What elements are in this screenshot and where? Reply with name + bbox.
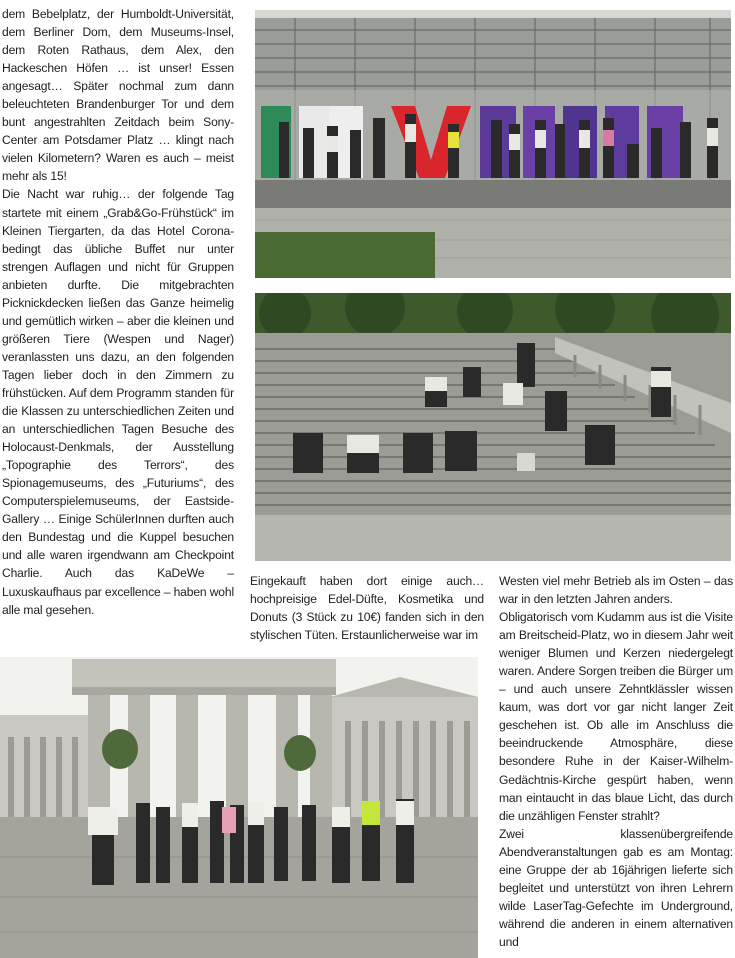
- paragraph: Eingekauft haben dort einige auch… hochpreisige Edel-Düfte, Kosmetika und Donuts (3 Stück zu 10€) fanden sich in den stylischen Tüten. Erstaunlicherweise war im: [250, 574, 484, 643]
- article-column-right: [499, 572, 733, 951]
- article-column-left: [2, 5, 234, 619]
- photo-group-on-stairs: [255, 293, 731, 561]
- photo-group-at-brandenburg-gate: [0, 657, 478, 958]
- photo-group-at-letter-sign: [255, 10, 731, 278]
- paragraph: Zwei klassenübergreifende Abendveranstaltungen gab es am Montag: eine Gruppe der ab 16jährigen lieferte sich begleitet und unterstützt von ihren Lehrern wilde LaserTag-Gefechte im Underground, während die anderen in einem alternativen und: [499, 826, 733, 949]
- paragraph: Obligatorisch vom Kudamm aus ist die Visite am Breitscheid-Platz, wo in diesem Jahr weit weniger Blumen und Kerzen niedergelegt waren. Andere Sorgen treiben die Bürger um – und auch unsere Zehntklässler wissen kaum, was dort vor gar nicht langer Zeit geschehen ist. Ob alle im Anschluss die beeindruckende Atmosphäre, diese besondere Ruhe in der Kaiser-Wilhelm-Gedächtnis-Kirche gespürt haben, wenn man eintaucht in das blaue Licht, das durch die unzähligen Fenster strahlt?: [499, 610, 733, 823]
- article-column-middle: [250, 572, 484, 644]
- paragraph: dem Bebelplatz, der Humboldt-Universität, dem Berliner Dom, dem Museums-Insel, dem Roten Rathaus, dem Alex, den Hackeschen Höfen … ist unser! Essen angesagt… Später nochmal zum dann beleuchteten Brandenburger Tor und dem bunt angestrahlten Zeitdach beim Sony-Center am Potsdamer Platz … klingt nach vielen Kilometern? Waren es auch – meist mehr als 15!: [2, 7, 234, 184]
- paragraph: Westen viel mehr Betrieb als im Osten – das war in den letzten Jahren anders.: [499, 574, 733, 607]
- paragraph: Die Nacht war ruhig… der folgende Tag startete mit einem „Grab&Go-Frühstück“ im Kleinen Tiergarten, da das Hotel Corona-bedingt das übliche Buffet nur unter strengen Auflagen und nicht für Gruppen anbieten durfte. Die mitgebrachten Picknickdecken ließen das Ganze heimelig und gemütlich wirken – aber die kleinen und größeren Tiere (Wespen und Nager) veranlassten uns dazu, an den folgenden Tagen lieber doch in den Zimmern zu frühstücken. Auf dem Programm standen für die Klassen zu unterschiedlichen Zeiten und an unterschiedlichen Tagen Besuche des Holocaust-Denkmals, der Ausstellung „Topographie des Terrors“, des Spionagemuseums, des „Futuriums“, des Computerspielemuseums, der Eastside-Gallery … Einige SchülerInnen durften auch den Bundestag und die Kuppel besuchen und alle waren irgendwann am Checkpoint Charlie. Auch das KaDeWe – Luxuskaufhaus par excellence – haben wohl alle mal gesehen.: [2, 187, 234, 617]
